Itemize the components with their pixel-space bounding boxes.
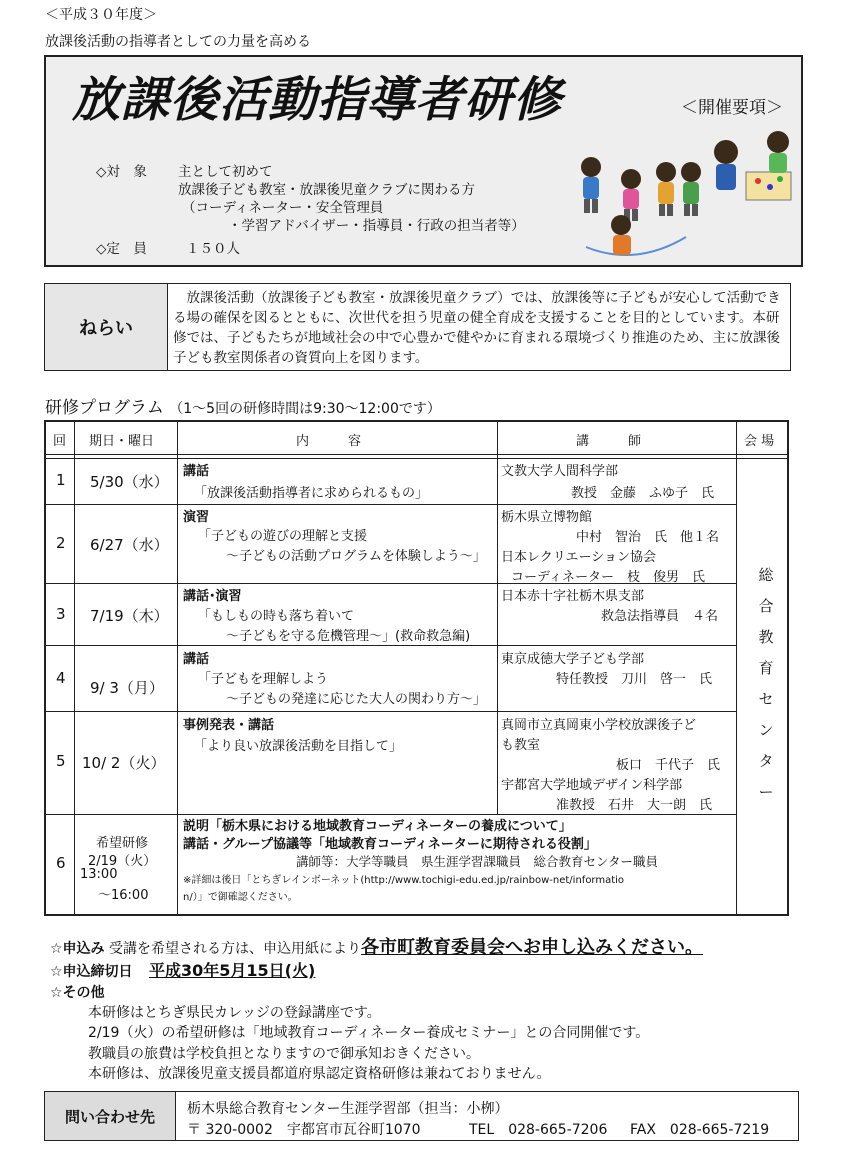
contact-label: 問い合わせ先 (45, 1092, 176, 1140)
year-label: ＜平成３０年度＞ (45, 7, 157, 23)
other-label: ☆その他 (50, 985, 105, 1001)
row-lecturer-name: 板口 千代子 氏 (616, 758, 721, 773)
apply-text: 受講を希望される方は、申込用紙により (109, 941, 362, 957)
row-content-note: n/）」で御確認ください。 (183, 892, 298, 903)
row-content-subtitle: ～子どもの発達に応じた大人の関わり方～」 (226, 692, 487, 707)
row-lecturer-org: 文教大学人間科学部 (501, 464, 619, 479)
row-date: 7/19（木） (90, 607, 169, 625)
row-no: 4 (56, 669, 66, 687)
row-no: 6 (56, 854, 66, 872)
target-line: （コーディネーター・安全管理員 (182, 200, 384, 216)
contact-box (44, 1091, 799, 1141)
row-content-title: 講話・グループ協議等「地域教育コーディネーターに期待される役割」 (183, 837, 597, 852)
apply-line (50, 933, 703, 959)
deadline-line (50, 958, 315, 981)
row-date: 2/19（火） (88, 854, 157, 869)
row-lecturer-name: コーディネーター 枝 俊男 氏 (511, 570, 705, 585)
row-content-type: 講話 (183, 464, 210, 479)
row-lecturer-org: 日本レクリエーション協会 (501, 550, 656, 565)
row-content-title: 「もしもの時も落ち着いて (198, 609, 355, 624)
target-line: 主として初めて (178, 164, 273, 180)
capacity-label: ◇定 員 (96, 241, 147, 257)
row-time-start: 13:00 (80, 867, 118, 882)
row-lecturer-org: も教室 (501, 738, 541, 753)
target-label: ◇対 象 (96, 164, 147, 180)
row-content-note: ※詳細は後日「とちぎレインボーネット(http://www.tochigi-edu.ed.jp/rainbow-net/informatio (183, 875, 625, 886)
row-no: 1 (56, 471, 66, 489)
row-content-title: 「より良い放課後活動を目指して」 (194, 739, 403, 754)
row-lecturer-name: 准教授 石井 大一朗 氏 (556, 798, 713, 813)
row-date: 5/30（水） (90, 473, 169, 491)
capacity-value: １５０人 (186, 241, 240, 257)
row-lecturer-name: 救急法指導員 ４名 (601, 609, 719, 624)
row-content-title: 説明「栃木県における地域教育コーディネーターの養成について」 (183, 819, 572, 834)
children-playing-illustration (566, 117, 796, 262)
row-lecturer-org: 宇都宮大学地域デザイン科学部 (501, 778, 683, 793)
row-time-end: ～16:00 (98, 888, 149, 903)
page-title: 放課後活動指導者研修 (72, 72, 563, 128)
col-header-date: 期日・曜日 (89, 434, 155, 449)
row-content-type: 講話･演習 (183, 589, 242, 604)
aim-section (44, 283, 791, 371)
contact-org: 栃木県総合教育センター生涯学習部（担当：小栁） (187, 1101, 509, 1117)
row-lecturer-name: 特任教授 刀川 啓一 氏 (556, 672, 713, 687)
program-title: 研修プログラム (45, 398, 164, 418)
other-note: 2/19（火）の希望研修は「地域教育コーディネーター養成セミナー」との合同開催です。 (88, 1025, 650, 1041)
row-no: 2 (56, 534, 66, 552)
row-lecturer-name: 教授 金藤 ふゆ子 氏 (571, 486, 715, 501)
aim-label: ねらい (45, 284, 168, 370)
row-content-title: 「子どもを理解しよう (198, 672, 329, 687)
row-date: 10/ 2（火） (82, 754, 166, 772)
page-subtitle: ＜開催要項＞ (681, 98, 783, 118)
row-content-type: 演習 (183, 510, 210, 525)
row-content-subtitle: ～子どもを守る危機管理～」(救命救急編) (226, 629, 471, 644)
col-header-no: 回 (53, 434, 67, 449)
schedule-table (44, 420, 789, 916)
aim-text: 放課後活動（放課後子ども教室・放課後児童クラブ）では、放課後等に子どもが安心して活動できる場の確保を図るとともに、次世代を担う児童の健全育成を支援することを目的としています。本研修では、子どもたちが地域社会の中で心豊かで健やかに育まれる環境づくり推進のため、主に放課後子ども教室関係者の資質向上を図ります。 (173, 290, 781, 366)
apply-label: ☆申込み (50, 941, 105, 957)
venue-name: 総合教育センター (758, 566, 774, 801)
row-lecturer-org: 真岡市立真岡東小学校放課後子ど (501, 718, 697, 733)
row-no: 5 (56, 752, 66, 770)
hero-banner (44, 55, 803, 267)
col-header-venue: 会 場 (744, 434, 775, 449)
row-content-type: 事例発表・講話 (183, 718, 275, 733)
row-date-label: 希望研修 (96, 836, 149, 851)
row-date: 6/27（水） (90, 536, 169, 554)
row-date: 9/ 3（月） (90, 679, 164, 697)
apply-emphasis: 各市町教育委員会へお申し込みください。 (361, 937, 704, 958)
row-no: 3 (56, 605, 66, 623)
deadline-label: ☆申込締切日 (50, 964, 133, 980)
row-content-title: 「子どもの遊びの理解と支援 (198, 529, 368, 544)
other-note: 本研修はとちぎ県民カレッジの登録講座です。 (88, 1005, 381, 1021)
row-lecturer-org: 東京成徳大学子ども学部 (501, 652, 645, 667)
program-time-note: （1～5回の研修時間は9:30～12:00です） (169, 401, 441, 417)
contact-address: 〒 320-0002 宇都宮市瓦谷町1070 (187, 1122, 421, 1138)
row-lecturer-org: 日本赤十字社栃木県支部 (501, 589, 645, 604)
program-heading (45, 393, 441, 418)
row-lecturer-org: 栃木県立博物館 (501, 510, 593, 525)
lead-text: 放課後活動の指導者としての力量を高める (45, 34, 311, 50)
other-note: 教職員の旅費は学校負担となりますので御承知おきください。 (88, 1046, 480, 1062)
col-header-content: 内 容 (296, 434, 362, 449)
target-line: ・学習アドバイザー・指導員・行政の担当者等） (228, 218, 525, 234)
row-content-type: 講話 (183, 652, 210, 667)
row-lecturer-name: 中村 智治 氏 他１名 (576, 530, 720, 545)
deadline-value: 平成30年5月15日(火) (149, 961, 316, 980)
row-content-subtitle: ～子どもの活動プログラムを体験しよう～」 (226, 549, 486, 564)
contact-fax: FAX 028-665-7219 (630, 1122, 770, 1138)
contact-tel: TEL 028-665-7206 (469, 1122, 608, 1138)
row-content-title: 「放課後活動指導者に求められるもの」 (194, 486, 429, 501)
col-header-lecturer: 講 師 (576, 434, 642, 449)
other-note: 本研修は、放課後児童支援員都道府県認定資格研修は兼ねておりません。 (88, 1066, 551, 1082)
row-content-lecturers: 講師等：大学等職員 県生涯学習課職員 総合教育センター職員 (296, 854, 659, 869)
target-line: 放課後子ども教室・放課後児童クラブに関わる方 (178, 182, 475, 198)
